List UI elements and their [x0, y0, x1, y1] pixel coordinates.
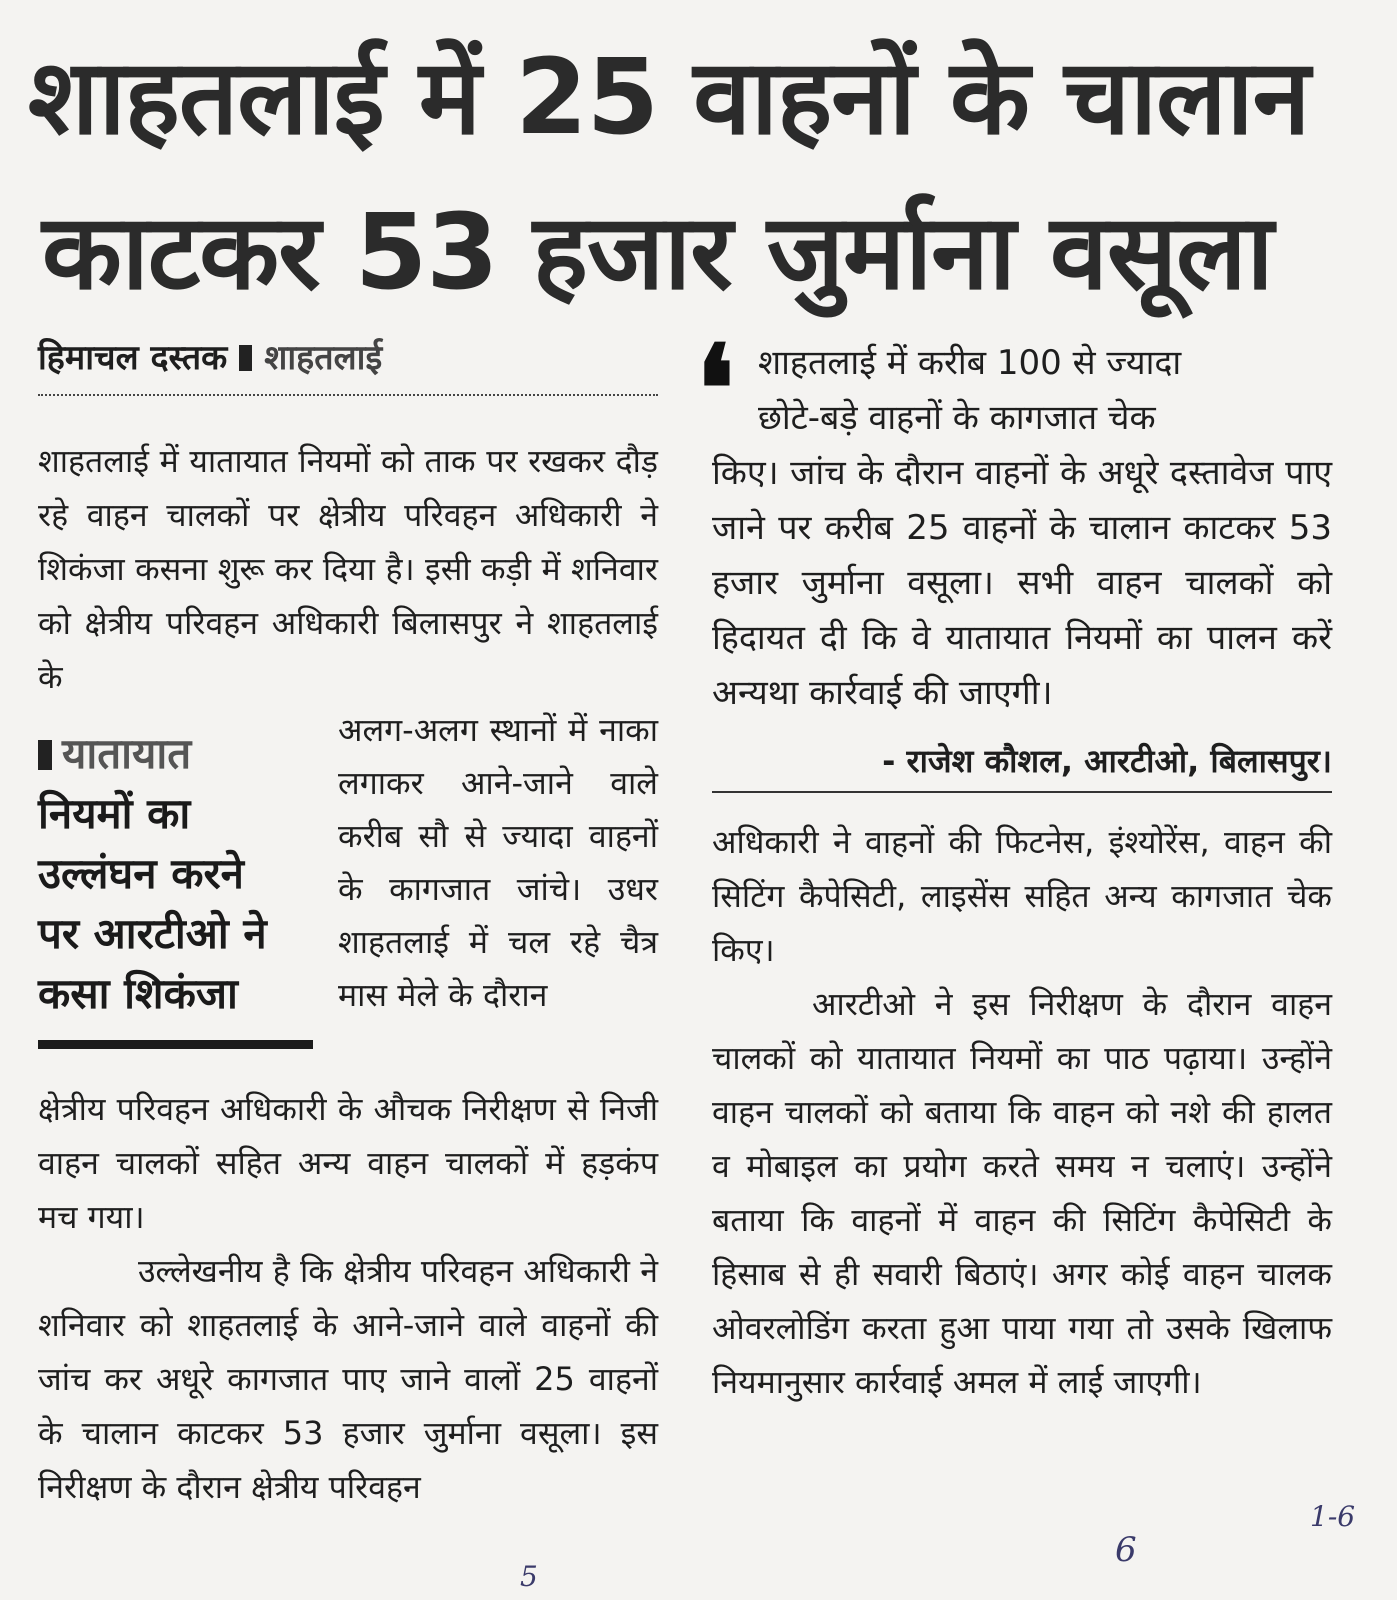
pull-quote-line-2: नियमों का	[38, 789, 191, 838]
left-column	[38, 330, 658, 1514]
quote-divider	[712, 791, 1332, 793]
square-bullet-icon	[38, 740, 52, 770]
paragraph-second: उल्लेखनीय है कि क्षेत्रीय परिवहन अधिकारी ने शनिवार को शाहतलाई के आने-जाने वाले वाहनों की जांच कर अधूरे कागजात पाए जाने वालों 25 वाहनों के चालान काटकर 53 हजार जुर्माना वसूला। इस निरीक्षण के दौरान क्षेत्रीय परिवहन	[38, 1252, 658, 1506]
pull-quote	[38, 724, 308, 1024]
dotted-divider	[38, 394, 658, 396]
pull-quote-block	[38, 704, 658, 1082]
headline-line-2: काटकर 53 हजार जुर्माना वसूला	[42, 191, 1273, 313]
handwritten-mark: 5	[520, 1560, 538, 1593]
pull-quote-rule	[38, 1040, 313, 1049]
paragraph-wrapped: अलग-अलग स्थानों में नाका लगाकर आने-जाने वाले करीब सौ से ज्यादा वाहनों के कागजात जांचे। उधर शाहतलाई में चल रहे चैत्र मास मेले के दौरान	[338, 711, 658, 1014]
quote-body: किए। जांच के दौरान वाहनों के अधूरे दस्तावेज पाए जाने पर करीब 25 वाहनों के चालान काटकर 53 हजार जुर्माना वसूला। सभी वाहन चालकों को हिदायत दी कि वे यातायात नियमों का पालन करें अन्यथा कार्रवाई की जाएगी।	[712, 453, 1332, 713]
headline-line-1: शाहतलाई में 25 वाहनों के चालान	[28, 36, 1310, 158]
pull-quote-line-4: पर आरटीओ ने	[38, 909, 267, 958]
byline	[38, 330, 658, 386]
quote-line-2: छोटे-बड़े वाहनों के कागजात चेक	[758, 398, 1156, 438]
pull-quote-line-3: उल्लंघन करने	[38, 849, 244, 898]
pull-quote-line-5: कसा शिकंजा	[38, 969, 238, 1018]
pull-quote-line-1: यातायात	[62, 729, 192, 778]
quote-attribution: - राजेश कौशल, आरटीओ, बिलासपुर।	[882, 742, 1332, 780]
byline-location: शाहतलाई	[264, 338, 383, 378]
paragraph-right-2: आरटीओ ने इस निरीक्षण के दौरान वाहन चालकों को यातायात नियमों का पाठ पढ़ाया। उन्होंने वाहन चालकों को बताया कि वाहन को नशे की हालत व मोबाइल का प्रयोग करते समय न चलाएं। उन्होंने बताया कि वाहनों में वाहन की सिटिंग कैपेसिटी के हिसाब से ही सवारी बिठाएं। अगर कोई वाहन चालक ओवरलोडिंग करता हुआ पाया गया तो उसके खिलाफ नियमानुसार कार्रवाई अमल में लाई जाएगी।	[712, 985, 1332, 1401]
quote-mark-icon: ❛	[696, 319, 735, 460]
paragraph-right-1: अधिकारी ने वाहनों की फिटनेस, इंश्योरेंस, वाहन की सिटिंग कैपेसिटी, लाइसेंस सहित अन्य कागजात चेक किए।	[712, 823, 1332, 969]
paragraph-intro: शाहतलाई में यातायात नियमों को ताक पर रखकर दौड़ रहे वाहन चालकों पर क्षेत्रीय परिवहन अधिकारी ने शिकंजा कसना शुरू कर दिया है। इसी कड़ी में शनिवार को क्षेत्रीय परिवहन अधिकारी बिलासपुर ने शाहतलाई के	[38, 442, 658, 696]
wrapped-text	[338, 704, 658, 1022]
quote-block	[696, 319, 1332, 783]
separator-square-icon	[239, 345, 252, 371]
byline-source: हिमाचल दस्तक	[38, 338, 228, 378]
handwritten-mark: 1-6	[1310, 1500, 1356, 1533]
right-column	[696, 319, 1332, 1409]
quote-line-1: शाहतलाई में करीब 100 से ज्यादा	[758, 343, 1182, 383]
handwritten-mark: 6	[1115, 1530, 1137, 1570]
paragraph-intro-continued: क्षेत्रीय परिवहन अधिकारी के औचक निरीक्षण से निजी वाहन चालकों सहित अन्य वाहन चालकों में हड़कंप मच गया।	[38, 1090, 658, 1236]
